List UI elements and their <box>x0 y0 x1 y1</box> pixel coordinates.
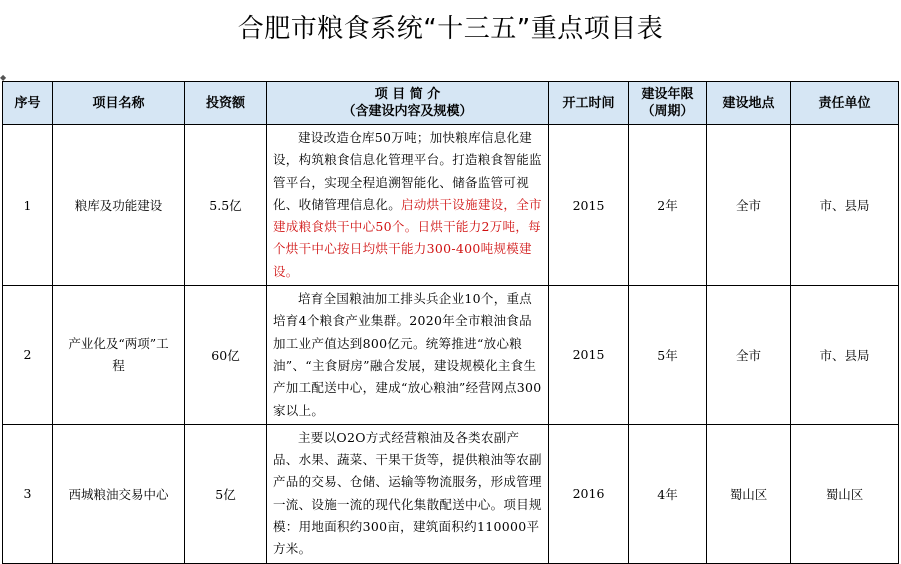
table-row <box>3 424 899 563</box>
cell-seq: 3 <box>3 424 53 563</box>
header-summary-title: 项 目 简 介 <box>374 87 441 102</box>
header-seq: 序号 <box>3 82 53 125</box>
header-investment: 投资额 <box>185 82 267 125</box>
cell-name: 粮库及功能建设 <box>53 125 185 286</box>
cell-name <box>53 286 185 425</box>
header-period <box>629 82 707 125</box>
cell-location: 全市 <box>707 286 791 425</box>
description-text: 建设改造仓库50万吨；加快粮库信息化建设，构筑粮食信息化管理平台。打造粮食智能监管平台，实现全程追溯智能化、储备监管可视化、收储管理信息化。 <box>273 130 542 212</box>
cell-unit: 市、县局 <box>791 125 899 286</box>
cell-seq: 2 <box>3 286 53 425</box>
description-highlight: 启动烘干设施建设，全市建成粮食烘干中心50个。日烘干能力2万吨，每个烘干中心按日均烘干能力300-400吨规模建设。 <box>273 196 542 279</box>
header-summary-subtitle: （含建设内容及规模） <box>342 104 473 119</box>
cell-investment: 5亿 <box>185 424 267 563</box>
cell-investment: 5.5亿 <box>185 125 267 286</box>
cell-unit: 市、县局 <box>791 286 899 425</box>
cell-period: 5年 <box>629 286 707 425</box>
table-row <box>3 125 899 286</box>
description-text: 主要以O2O方式经营粮油及各类农副产品、水果、蔬菜、干果干货等，提供粮油等农副产品的交易、仓储、运输等物流服务，形成管理一流、设施一流的现代化集散配送中心。项目规模：用地面积约300亩，建筑面积约110000平方米。 <box>273 429 542 557</box>
cell-start: 2015 <box>549 125 629 286</box>
project-table <box>2 81 899 564</box>
cell-description <box>267 286 549 425</box>
cell-location: 全市 <box>707 125 791 286</box>
cell-unit: 蜀山区 <box>791 424 899 563</box>
corner-mark: ◆ <box>0 73 7 82</box>
header-summary <box>267 82 549 125</box>
cell-name-text: 产业化及“两项”工程 <box>68 335 169 373</box>
table-row <box>3 286 899 425</box>
cell-investment: 60亿 <box>185 286 267 425</box>
cell-period: 4年 <box>629 424 707 563</box>
header-location: 建设地点 <box>707 82 791 125</box>
cell-description <box>267 125 549 286</box>
cell-location: 蜀山区 <box>707 424 791 563</box>
page-title: 合肥市粮食系统“十三五”重点项目表 <box>237 14 664 44</box>
cell-start: 2015 <box>549 286 629 425</box>
cell-start: 2016 <box>549 424 629 563</box>
header-period-title: 建设年限 <box>641 87 694 102</box>
header-name: 项目名称 <box>53 82 185 125</box>
header-start: 开工时间 <box>549 82 629 125</box>
header-row <box>3 82 899 125</box>
cell-period: 2年 <box>629 125 707 286</box>
cell-description <box>267 424 549 563</box>
header-unit: 责任单位 <box>791 82 899 125</box>
cell-seq: 1 <box>3 125 53 286</box>
cell-name: 西城粮油交易中心 <box>53 424 185 563</box>
header-period-subtitle: （周期） <box>641 104 694 119</box>
description-text: 培育全国粮油加工排头兵企业10个，重点培育4个粮食产业集群。2020年全市粮油食品加工业产值达到800亿元。统筹推进“放心粮油”、“主食厨房”融合发展，建设规模化主食生产加工配送中心，建成“放心粮油”经营网点300家以上。 <box>273 291 542 418</box>
